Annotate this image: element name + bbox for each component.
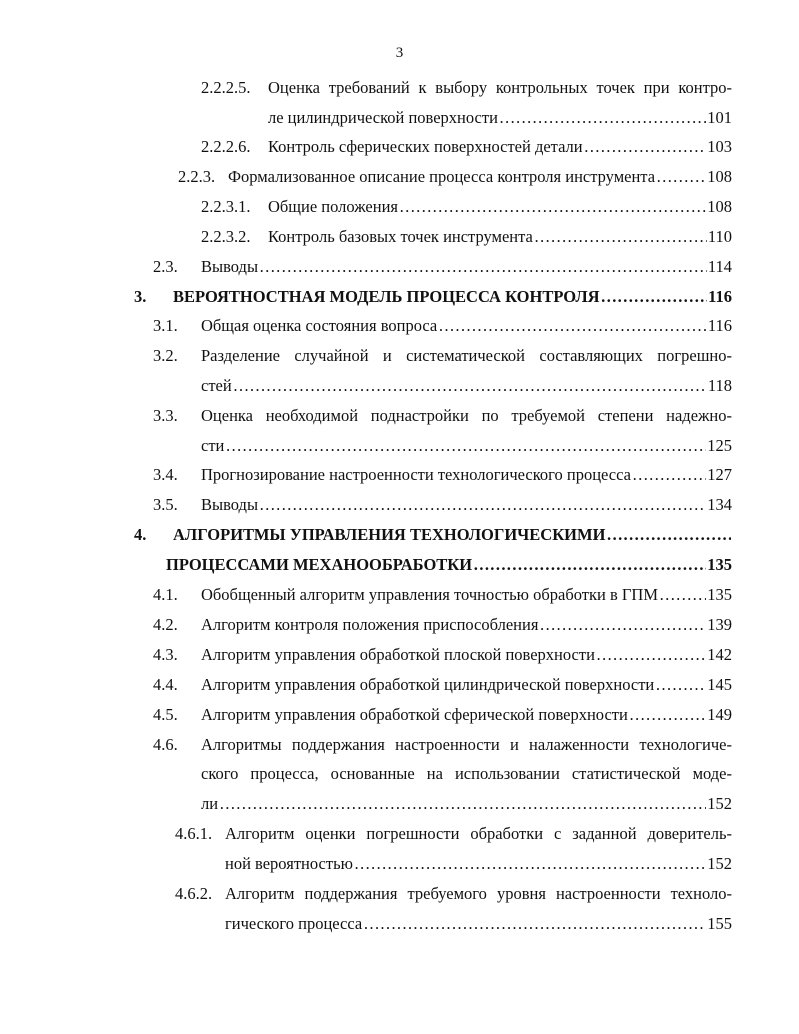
toc-entry <box>268 197 732 217</box>
toc-page-number: 108 <box>707 167 732 186</box>
toc-leader <box>659 585 706 605</box>
toc-entry-number: 4.6.2. <box>175 884 213 903</box>
toc-entry <box>201 585 732 605</box>
toc-entry-number: 4.2. <box>153 615 178 634</box>
toc-entry-title: Алгоритм управления обработкой сферической поверхности <box>201 705 628 724</box>
toc-entry <box>201 705 732 725</box>
toc-entry-title: Алгоритмы поддержания настроенности и налаженности технологиче- <box>201 735 732 754</box>
toc-leader <box>354 854 706 874</box>
toc-page-number: 116 <box>708 287 732 306</box>
toc-entry-number: 4.3. <box>153 645 178 664</box>
toc-leader <box>233 376 707 396</box>
toc-entry <box>201 257 732 277</box>
toc-page-number: 101 <box>707 108 732 127</box>
toc-entry <box>268 227 732 247</box>
toc-page-number: 152 <box>707 854 732 873</box>
toc-entry-title: Формализованное описание процесса контроля инструмента <box>228 167 656 186</box>
toc-entry-number: 2.3. <box>153 257 178 276</box>
toc-entry <box>228 167 732 187</box>
toc-page-number: 125 <box>707 436 732 455</box>
toc-entry-title: Общая оценка состояния вопроса <box>201 316 438 335</box>
toc-leader <box>596 645 706 665</box>
toc-entry-title: Общие положения <box>268 197 398 216</box>
toc-entry-title: Обобщенный алгоритм управления точностью обработки в ГПМ <box>201 585 658 604</box>
toc-entry-number: 3.1. <box>153 316 178 335</box>
toc-leader <box>601 287 708 307</box>
toc-chapter-number: 4. <box>134 525 147 544</box>
toc-page-number: 110 <box>707 227 732 246</box>
toc-entry <box>225 914 732 934</box>
toc-entry-title: ле цилиндрической поверхности <box>268 108 498 127</box>
toc-entry-number: 3.4. <box>153 465 178 484</box>
toc-page-number: 152 <box>707 794 732 813</box>
toc-entry-title: Контроль сферических поверхностей детали <box>268 137 583 156</box>
toc-leader <box>399 197 706 217</box>
toc-leader <box>629 705 706 725</box>
toc-entry <box>268 137 732 157</box>
toc-leader <box>225 436 706 456</box>
toc-entry-title: Разделение случайной и систематической составляющих погрешно- <box>201 346 732 365</box>
toc-entry-number: 3.2. <box>153 346 178 365</box>
toc-entry <box>201 436 732 456</box>
toc-page-number: 149 <box>707 705 732 724</box>
toc-entry-title: сти <box>201 436 225 455</box>
toc-leader <box>259 495 706 515</box>
toc-entry-title: гического процесса <box>225 914 363 933</box>
toc-entry <box>201 316 732 336</box>
toc-entry-title: Оценка требований к выбору контрольных точек при контро- <box>268 78 732 97</box>
toc-leader <box>584 137 707 157</box>
toc-leader <box>632 465 706 485</box>
toc-leader <box>655 675 706 695</box>
toc-chapter <box>166 555 732 575</box>
toc-entry-number: 4.4. <box>153 675 178 694</box>
toc-entry-number: 4.6. <box>153 735 178 754</box>
toc-entry-title: ли <box>201 794 219 813</box>
toc-entry-title: Алгоритм управления обработкой плоской поверхности <box>201 645 595 664</box>
toc-page-number: 135 <box>707 585 732 604</box>
toc-page-number: 103 <box>707 137 732 156</box>
toc-page-number: 142 <box>707 645 732 664</box>
toc-entry-number: 3.5. <box>153 495 178 514</box>
toc-entry <box>201 615 732 635</box>
toc-entry-number: 2.2.3. <box>178 167 216 186</box>
toc-page-number: 108 <box>707 197 732 216</box>
toc-entry <box>201 794 732 814</box>
toc-leader <box>499 108 706 128</box>
toc-entry-title: Оценка необходимой поднастройки по требуемой степени надежно- <box>201 406 732 425</box>
toc-leader <box>259 257 707 277</box>
toc-entry <box>201 495 732 515</box>
toc-page-number: 127 <box>707 465 732 484</box>
toc-entry-number: 2.2.2.5. <box>201 78 251 97</box>
toc-entry-title: Алгоритм оценки погрешности обработки с заданной доверитель- <box>225 824 732 843</box>
toc-entry-title: ского процесса, основанные на использовании статистической моде- <box>201 764 732 783</box>
toc-page-number: 114 <box>707 257 732 276</box>
toc-entry <box>201 645 732 665</box>
toc-page-number: 134 <box>707 495 732 514</box>
toc-page-number: 118 <box>707 376 732 395</box>
toc-entry-number: 4.1. <box>153 585 178 604</box>
toc-entry <box>201 465 732 485</box>
toc-entry-title: Алгоритм контроля положения приспособления <box>201 615 539 634</box>
toc-entry-number: 2.2.3.2. <box>201 227 251 246</box>
toc-leader <box>438 316 707 336</box>
toc-entry-number: 2.2.2.6. <box>201 137 251 156</box>
toc-entry-number: 4.5. <box>153 705 178 724</box>
toc-chapter-title: АЛГОРИТМЫ УПРАВЛЕНИЯ ТЕХНОЛОГИЧЕСКИМИ <box>173 525 606 544</box>
toc-page-number: 116 <box>707 316 732 335</box>
toc-entry-title: Контроль базовых точек инструмента <box>268 227 533 246</box>
toc-entry <box>201 675 732 695</box>
toc-entry <box>201 376 732 396</box>
toc-leader <box>363 914 706 934</box>
toc-page-number: 145 <box>707 675 732 694</box>
toc-entry-title: Выводы <box>201 495 259 514</box>
toc-leader <box>219 794 706 814</box>
toc-entry-number: 3.3. <box>153 406 178 425</box>
toc-leader <box>606 525 731 545</box>
toc-page-number: 135 <box>707 555 732 574</box>
toc-chapter-title: ВЕРОЯТНОСТНАЯ МОДЕЛЬ ПРОЦЕССА КОНТРОЛЯ <box>173 287 600 306</box>
toc-chapter <box>173 525 732 545</box>
toc-entry <box>268 108 732 128</box>
toc-leader <box>539 615 706 635</box>
toc-page-number: 155 <box>707 914 732 933</box>
toc-entry-title: Алгоритм поддержания требуемого уровня настроенности техноло- <box>225 884 732 903</box>
toc-chapter <box>173 287 732 307</box>
toc-entry-number: 4.6.1. <box>175 824 213 843</box>
toc-leader <box>656 167 706 187</box>
toc-entry-title: ной вероятностью <box>225 854 353 873</box>
toc-chapter-title: ПРОЦЕССАМИ МЕХАНООБРАБОТКИ <box>166 555 473 574</box>
toc-leader <box>534 227 707 247</box>
toc-entry-number: 2.2.3.1. <box>201 197 251 216</box>
toc-entry-title: стей <box>201 376 232 395</box>
toc-entry-title: Прогнозирование настроенности технологического процесса <box>201 465 631 484</box>
toc-chapter-number: 3. <box>134 287 147 306</box>
page-number: 3 <box>395 45 404 61</box>
toc-entry-title: Алгоритм управления обработкой цилиндрической поверхности <box>201 675 655 694</box>
toc-leader <box>473 555 706 575</box>
toc-page-number: 139 <box>707 615 732 634</box>
toc-entry-title: Выводы <box>201 257 259 276</box>
toc-entry <box>225 854 732 874</box>
